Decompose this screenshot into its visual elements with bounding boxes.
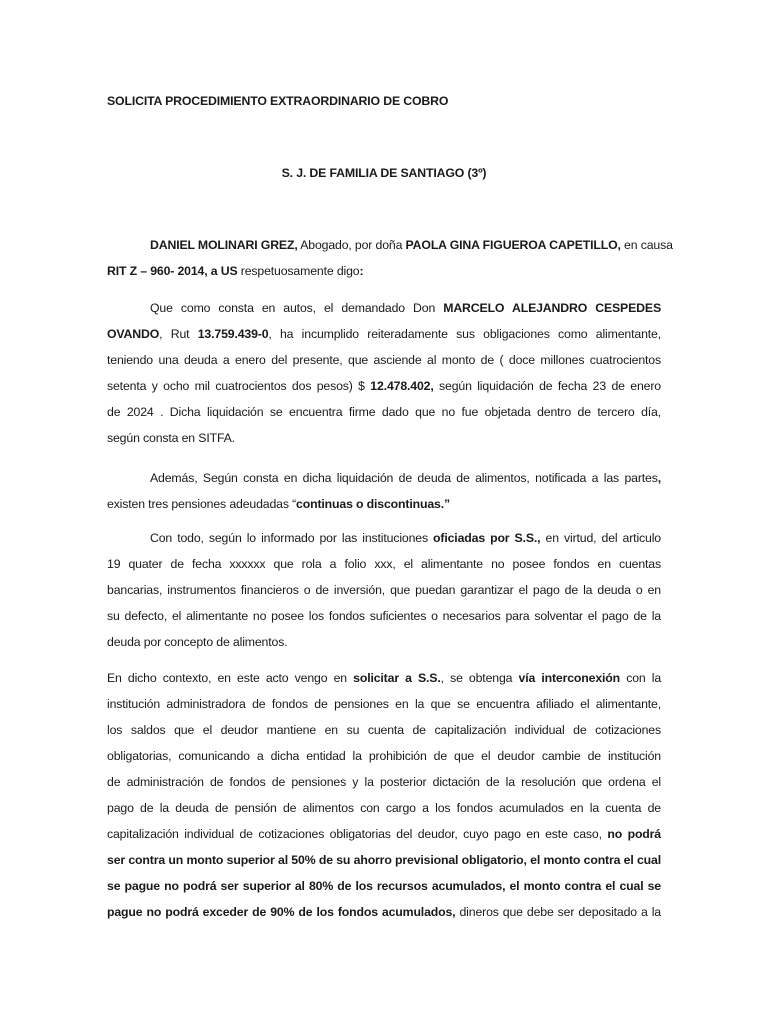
text-run: en causa — [620, 238, 673, 252]
defendant-name: OVANDO — [107, 327, 160, 341]
text-run: : — [359, 264, 364, 278]
text-run: setenta y ocho mil cuatrocientos dos pesos) $ — [107, 379, 371, 393]
text-run: Abogado, por doña — [297, 238, 406, 252]
text-line — [107, 873, 661, 899]
text-line: su defecto, el alimentante no posee los fondos suficientes o necesarios para solventar el pago de la — [107, 609, 661, 623]
defendant-name: MARCELO ALEJANDRO CESPEDES — [443, 301, 661, 315]
text-line: de administración de fondos de pensiones y la posterior dictación de la resolución que ordena el — [107, 775, 661, 789]
text-run: dineros que debe ser depositado a la — [455, 905, 661, 919]
text-line — [107, 232, 673, 258]
text-run: vía interconexión — [518, 671, 621, 685]
text-run: oficiadas por S.S., — [433, 531, 541, 545]
text-line — [107, 465, 661, 491]
text-run: en virtud, del articulo — [540, 531, 661, 545]
text-run: no podrá — [607, 827, 661, 841]
text-run: con la — [620, 671, 662, 685]
text-run: capitalización individual de cotizaciones obligatorias del deudor, cuyo pago en este caso, — [107, 827, 608, 841]
text-line: obligatorias, comunicando a dicha entidad la prohibición de que el deudor cambie de institución — [107, 749, 661, 763]
text-run: solicitar a S.S. — [353, 671, 441, 685]
text-line — [107, 821, 661, 847]
text-run: pague no podrá exceder de 90% de los fondos acumulados, — [107, 905, 456, 919]
text-line — [107, 847, 661, 873]
text-line: los saldos que el deudor mantiene en su cuenta de capitalización individual de cotizaciones — [107, 723, 661, 737]
text-run: En dicho contexto, en este acto vengo en — [107, 671, 354, 685]
text-run: Que como consta en autos, el demandado Don — [150, 301, 444, 315]
text-line — [107, 321, 661, 347]
defendant-rut: 13.759.439-0 — [197, 327, 269, 341]
paragraph-intro — [107, 232, 673, 284]
text-line — [107, 665, 661, 691]
text-line: pago de la deuda de pensión de alimentos con cargo a los fondos acumulados en la cuenta de — [107, 801, 661, 815]
case-number: RIT Z – 960- 2014, a US — [107, 264, 238, 278]
text-run: ser contra un monto superior al 50% de su ahorro previsional obligatorio, el monto contra el cual — [107, 853, 661, 867]
court-heading: S. J. DE FAMILIA DE SANTIAGO (3º) — [281, 166, 487, 180]
document-title: SOLICITA PROCEDIMIENTO EXTRAORDINARIO DE COBRO — [107, 94, 449, 108]
lawyer-name: DANIEL MOLINARI GREZ, — [150, 238, 298, 252]
text-line — [107, 491, 661, 517]
paragraph-pensions — [107, 465, 661, 517]
text-run: existen tres pensiones adeudadas “ — [107, 497, 297, 511]
text-run: Además, Según consta en dicha liquidación de deuda de alimentos, notificada a las partes — [150, 471, 658, 485]
client-name: PAOLA GINA FIGUEROA CAPETILLO, — [405, 238, 621, 252]
text-line: según consta en SITFA. — [107, 431, 235, 445]
text-run: , Rut — [159, 327, 198, 341]
text-run: Con todo, según lo informado por las instituciones — [150, 531, 434, 545]
debt-amount: 12.478.402, — [370, 379, 434, 393]
text-line — [107, 525, 661, 551]
paragraph-request — [107, 665, 661, 925]
paragraph-debt — [107, 295, 661, 451]
text-line: institución administradora de fondos de pensiones en la que se encuentra afiliado el alimentante, — [107, 697, 661, 711]
paragraph-funds — [107, 525, 661, 655]
text-line: bancarias, instrumentos financieros o de inversión, que puedan garantizar el pago de la deuda o en — [107, 583, 661, 597]
text-line: 19 quater de fecha xxxxxx que rola a folio xxx, el alimentante no posee fondos en cuentas — [107, 557, 661, 571]
text-run: , — [657, 471, 661, 485]
text-run: se pague no podrá ser superior al 80% de los recursos acumulados, el monto contra el cual se — [107, 879, 661, 893]
text-run: según liquidación de fecha 23 de enero — [433, 379, 661, 393]
text-line — [107, 373, 661, 399]
text-line — [107, 258, 661, 284]
text-line: teniendo una deuda a enero del presente, que asciende al monto de ( doce millones cuatrocientos — [107, 353, 661, 367]
text-line: de 2024 . Dicha liquidación se encuentra firme dado que no fue objetada dentro de tercero día, — [107, 405, 661, 419]
text-run: , ha incumplido reiteradamente sus obligaciones como alimentante, — [268, 327, 661, 341]
text-run: respetuosamente digo — [237, 264, 360, 278]
text-line — [107, 899, 661, 925]
pension-status: continuas o discontinuas.” — [296, 497, 450, 511]
text-run: , se obtenga — [440, 671, 519, 685]
text-line: deuda por concepto de alimentos. — [107, 635, 288, 649]
text-line — [107, 295, 661, 321]
